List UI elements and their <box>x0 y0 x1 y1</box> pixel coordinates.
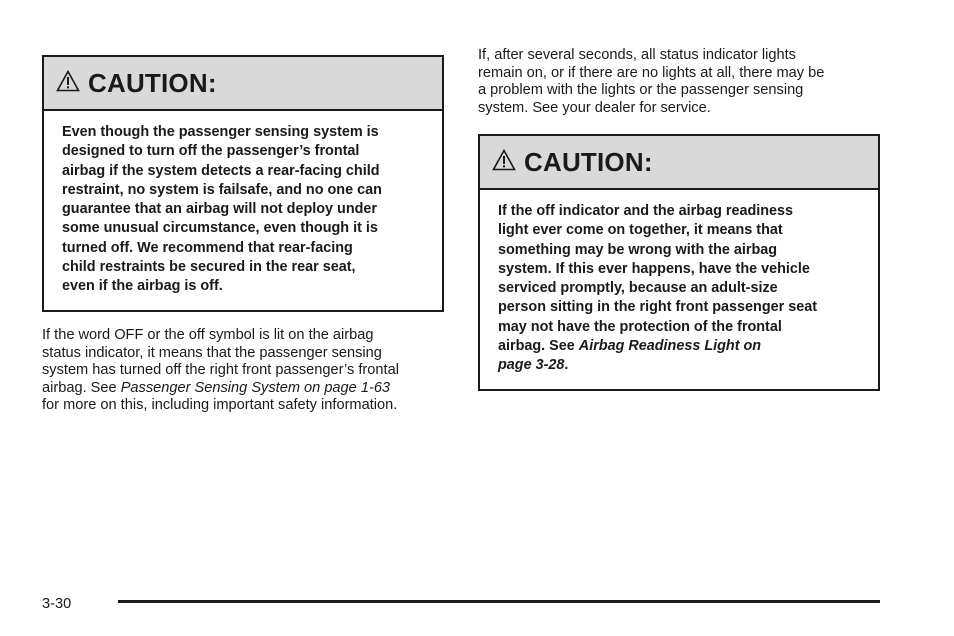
paragraph-line: system has turned off the right front passenger’s frontal <box>42 362 399 379</box>
caution-line: serviced promptly, because an adult-size <box>498 280 778 297</box>
caution-header <box>480 136 878 190</box>
caution-line: If the off indicator and the airbag readiness <box>498 203 794 219</box>
caution-text: . <box>564 357 569 374</box>
paragraph-line: system. See your dealer for service. <box>478 99 711 116</box>
caution-line: Even though the passenger sensing system is <box>62 124 379 140</box>
caution-body <box>480 190 878 376</box>
caution-line: restraint, no system is failsafe, and no one can <box>62 181 382 198</box>
warning-triangle-icon <box>56 70 88 97</box>
caution-body <box>44 111 442 297</box>
caution-line: even if the airbag is off. <box>62 278 223 295</box>
paragraph-line: a problem with the lights or the passenger sensing <box>478 82 804 99</box>
caution-line: light ever come on together, it means that <box>498 222 783 239</box>
caution-box-right <box>478 134 880 391</box>
caution-line: child restraints be secured in the rear seat, <box>62 259 356 276</box>
paragraph-line: If, after several seconds, all status indicator lights <box>478 47 796 63</box>
warning-triangle-icon <box>492 149 524 176</box>
caution-line: system. If this ever happens, have the vehicle <box>498 260 810 277</box>
cross-reference-link[interactable]: page 3-28 <box>498 357 565 374</box>
cross-reference-link[interactable]: Airbag Readiness Light on <box>578 338 762 355</box>
caution-line: designed to turn off the passenger’s frontal <box>62 143 360 160</box>
caution-line: guarantee that an airbag will not deploy under <box>62 201 378 218</box>
caution-header <box>44 57 442 111</box>
caution-text: airbag. See <box>498 338 579 355</box>
caution-line: something may be wrong with the airbag <box>498 241 778 258</box>
caution-box-left <box>42 55 444 312</box>
caution-line: airbag if the system detects a rear-facing child <box>62 162 380 179</box>
paragraph-line: status indicator, it means that the passenger sensing <box>42 344 382 361</box>
page-number: 3-30 <box>42 596 72 612</box>
footer-rule <box>118 600 880 603</box>
caution-title: CAUTION: <box>524 146 653 177</box>
paragraph-line: for more on this, including important safety information. <box>42 397 398 414</box>
caution-line <box>498 337 860 356</box>
right-paragraph <box>478 47 880 117</box>
caution-line <box>498 356 860 375</box>
caution-line: person sitting in the right front passenger seat <box>498 299 818 316</box>
paragraph-line: If the word OFF or the off symbol is lit on the airbag <box>42 327 374 343</box>
caution-title: CAUTION: <box>88 67 217 98</box>
cross-reference-link[interactable]: Passenger Sensing System on page 1-63 <box>120 379 391 396</box>
paragraph-line: remain on, or if there are no lights at all, there may be <box>478 64 825 81</box>
caution-line: turned off. We recommend that rear-facing <box>62 239 353 256</box>
paragraph-text: airbag. See <box>42 379 121 396</box>
caution-line: may not have the protection of the frontal <box>498 318 782 335</box>
left-paragraph <box>42 327 444 415</box>
paragraph-line <box>42 380 444 398</box>
caution-line: some unusual circumstance, even though it is <box>62 220 378 237</box>
